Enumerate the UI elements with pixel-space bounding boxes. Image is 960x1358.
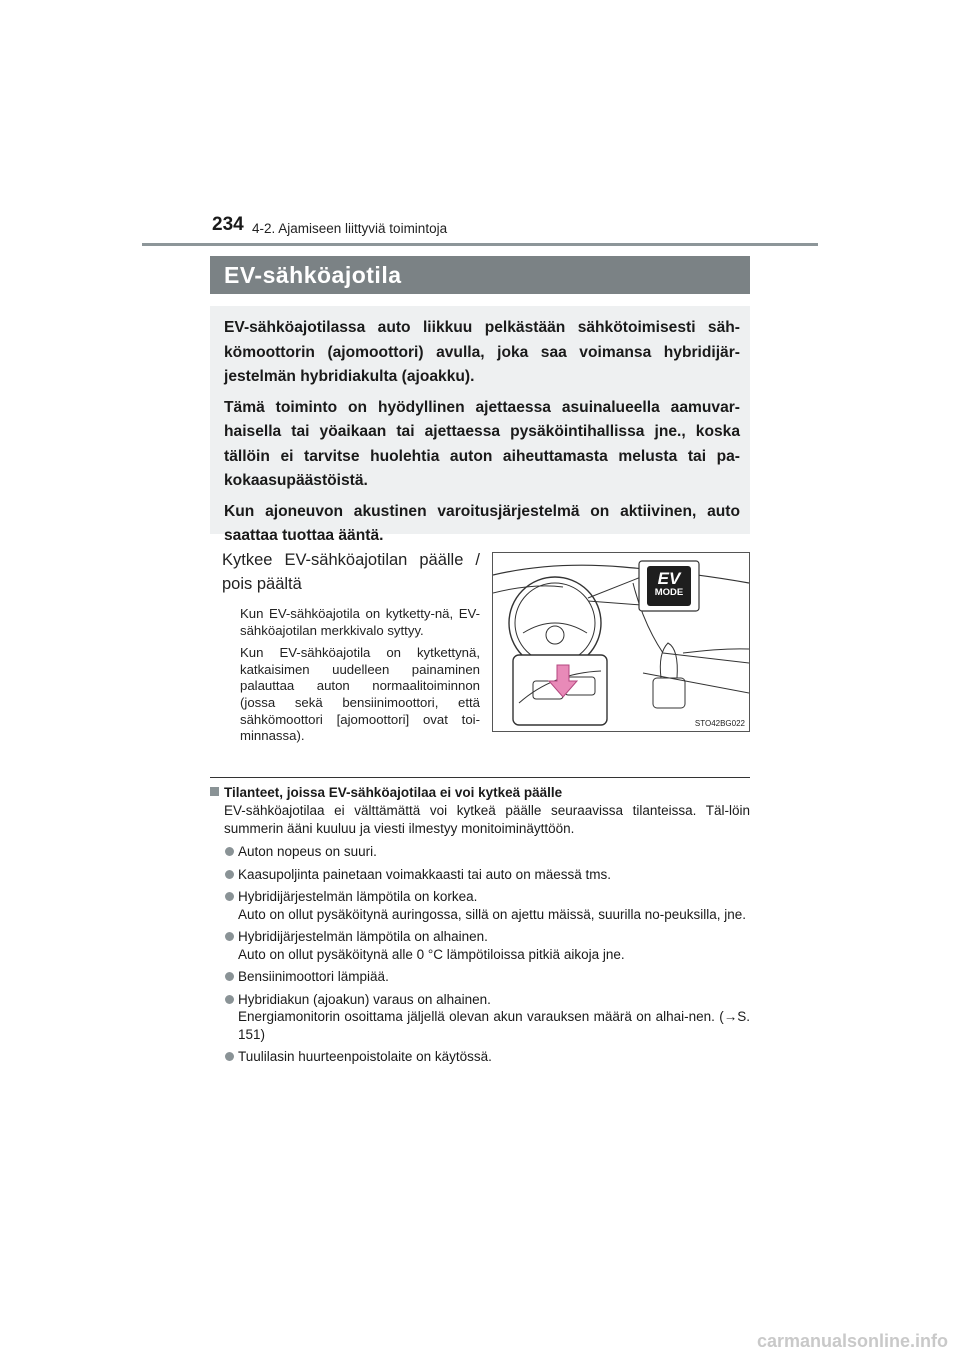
intro-paragraph: EV-sähköajotilassa auto liikkuu pelkästään sähkötoimisesti säh-kömoottorin (ajomoottori) avulla, joka saa voimansa hybridijär-jestelmän hybridiakulta (ajoakku).	[224, 319, 740, 385]
list-item	[210, 866, 750, 884]
page-number: 234	[212, 214, 244, 235]
list-item	[210, 968, 750, 986]
feature-title: Kytkee EV-sähköajotilan päälle / pois päältä	[222, 551, 480, 593]
conditions-heading	[210, 784, 750, 802]
section-divider	[210, 777, 750, 778]
header-rule	[142, 243, 818, 246]
intro-box	[210, 306, 750, 544]
section-title: EV-sähköajotila	[210, 256, 750, 294]
list-item-text: Kaasupoljinta painetaan voimakkaasti tai auto on mäessä tms.	[238, 866, 611, 882]
list-item-detail: Auto on ollut pysäköitynä alle 0 °C lämpötiloissa pitkiä aikoja jne.	[238, 946, 625, 962]
bullet-icon	[225, 995, 234, 1004]
bullet-icon	[225, 870, 234, 879]
list-item	[210, 888, 750, 923]
feature-note: Kun EV-sähköajotila on kytketty-nä, EV-sähköajotilan merkkivalo syttyy.	[240, 606, 480, 638]
conditions-section	[210, 784, 750, 1071]
dashboard-drawing	[493, 553, 749, 731]
bullet-icon	[225, 1052, 234, 1061]
list-item	[210, 928, 750, 963]
intro-paragraph: Tämä toiminto on hyödyllinen ajettaessa asuinalueella aamuvar-haisella tai yöaikaan tai ajettaessa pysäköintihallissa jne., koska tällöin ei tarvitse huolehtia auton aiheuttamasta melusta tai pa-kokaasupäästöistä.	[224, 398, 740, 489]
list-item-text: Hybridiakun (ajoakun) varaus on alhainen.	[238, 991, 491, 1007]
illustration-code: STO42BG022	[694, 719, 745, 728]
bullet-icon	[225, 932, 234, 941]
list-item	[210, 1048, 750, 1066]
bullet-icon	[225, 892, 234, 901]
square-bullet-icon	[210, 787, 219, 796]
conditions-intro: EV-sähköajotilaa ei välttämättä voi kytkeä päälle seuraavissa tilanteissa. Täl-löin summerin ääni kuuluu ja viesti ilmestyy monitoiminäyttöön.	[224, 803, 750, 836]
ev-mode-badge	[651, 571, 687, 599]
breadcrumb: 4-2. Ajamiseen liittyviä toimintoja	[252, 221, 448, 236]
feature-note: Kun EV-sähköajotila on kytkettynä, katkaisimen uudelleen painaminen palauttaa auton normaalitoiminnon (jossa sekä bensiinimoottori, että sähkömoottori [ajomoottori] ovat toi-minnassa).	[240, 645, 480, 744]
bullet-icon	[225, 972, 234, 981]
list-item-text: Bensiinimoottori lämpiää.	[238, 969, 389, 984]
conditions-heading-text: Tilanteet, joissa EV-sähköajotilaa ei voi kytkeä päälle	[224, 785, 563, 800]
ev-badge-label: EV	[657, 569, 681, 588]
list-item-detail: Energiamonitorin osoittama jäljellä olevan akun varauksen määrä on alhai-nen. (→S. 151)	[238, 1009, 750, 1042]
bullet-icon	[225, 847, 234, 856]
mode-badge-label: MODE	[654, 587, 684, 598]
list-item	[210, 843, 750, 861]
list-item-text: Hybridijärjestelmän lämpötila on alhainen.	[238, 929, 488, 944]
list-item-detail: Auto on ollut pysäköitynä auringossa, sillä on ajettu mäissä, suurilla no-peuksilla, jne.	[238, 906, 747, 922]
intro-paragraph: Kun ajoneuvon akustinen varoitusjärjestelmä on aktiivinen, auto saattaa tuottaa ääntä.	[224, 502, 740, 544]
list-item-text: Hybridijärjestelmän lämpötila on korkea.	[238, 889, 478, 904]
list-item	[210, 991, 750, 1044]
watermark: carmanualsonline.info	[756, 1331, 948, 1351]
list-item-text: Auton nopeus on suuri.	[238, 844, 377, 859]
list-item-text: Tuulilasin huurteenpoistolaite on käytössä.	[238, 1049, 492, 1064]
dashboard-illustration	[492, 552, 750, 732]
feature-description	[222, 548, 480, 751]
